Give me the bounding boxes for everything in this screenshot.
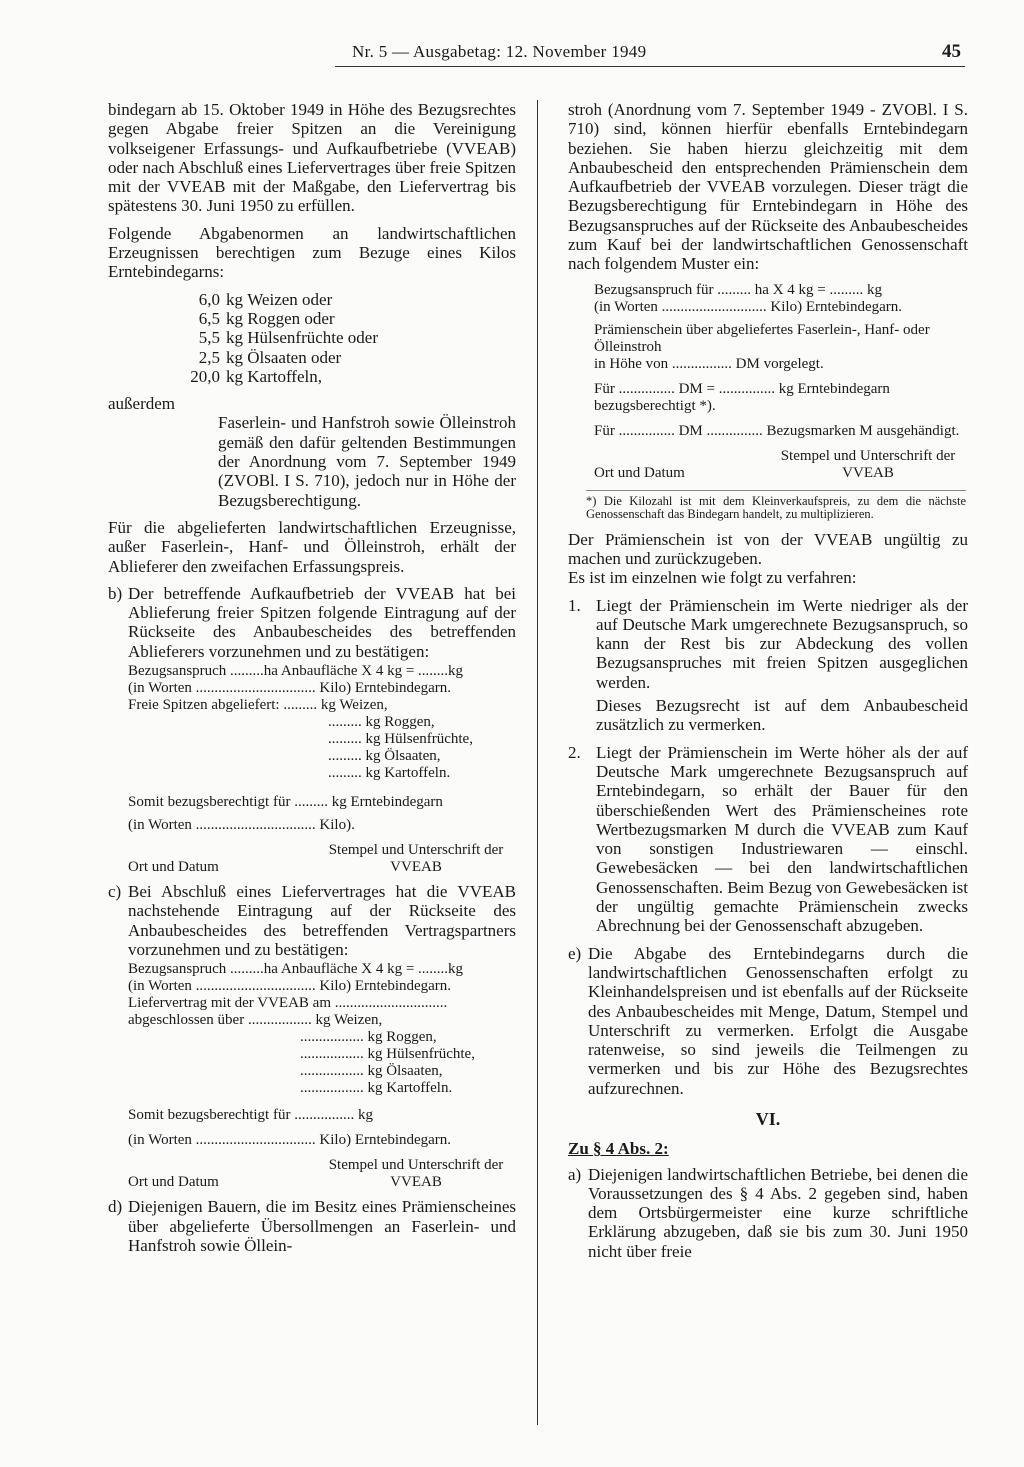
item-2 bbox=[568, 743, 968, 936]
subsection-heading: Zu § 4 Abs. 2: bbox=[568, 1139, 669, 1159]
faser-paragraph: Faserlein- und Hanfstroh sowie Ölleinstroh gemäß den dafür geltenden Bestimmungen der Anordnung vom 7. September 1949 (ZVOBl. I S. 710), jedoch nur in Höhe der Bezugsberechtigung. bbox=[218, 413, 516, 510]
item-label: c) bbox=[108, 882, 122, 902]
item-e-text: Die Abgabe des Erntebindegarns durch die landwirtschaftlichen Genossenschaften erfolgt zu Kleinhandelspreisen und ist ebenfalls auf der Rückseite des Anbaubescheides mit Menge, Datum, Stempel und Unterschrift zu vermerken. Erfolgt die Ausgabe ratenweise, so sind jeweils die Teilmengen zu vermerken und bis zur Höhe des Bezugsrechtes aufzurechnen. bbox=[588, 943, 968, 1098]
item-label: b) bbox=[108, 583, 123, 603]
form-b: Bezugsanspruch .........ha Anbaufläche X 4 kg = ........kg (in Worten ................................ Kilo) Erntebindegarn. Freie Spitzen abgeliefert: ......... kg Weizen, ......... kg Roggen, ......... kg Hülsenfrüchte, ......... kg Ölsaaten, ......... kg Kartoffeln. Somit bezugsberechtigt für ......... kg Erntebindegarn (in Worten ................................ Kilo). Ort und Datum Stempel und Unterschrift der VVEAB bbox=[128, 663, 516, 876]
form-c: Bezugsanspruch .........ha Anbaufläche X 4 kg = ........kg (in Worten ................................ Kilo) Erntebindegarn. Liefervertrag mit der VVEAB am .............................. abgeschlossen über ................. kg Weizen, ................. kg Roggen, ................. kg Hülsenfrüchte, ................. kg Ölsaaten, ................. kg Kartoffeln. Somit bezugsberechtigt für ................ kg (in Worten ................................ Kilo) Erntebindegarn. Ort und Datum Stempel und Unterschrift der VVEAB bbox=[128, 961, 516, 1191]
left-column bbox=[108, 100, 516, 1255]
norm-row: 6,5 kg Roggen oder bbox=[198, 308, 335, 328]
item-b-text: Der betreffende Aufkaufbetrieb der VVEAB hat bei Ablieferung freier Spitzen folgende Eintragung auf der Rückseite des Anbaubescheides des betreffenden Ablieferers vorzunehmen und zu bestätigen: bbox=[128, 583, 516, 661]
form-praemien-signature: Ort und Datum Stempel und Unterschrift der VVEAB bbox=[594, 447, 956, 481]
item-label: a) bbox=[568, 1164, 582, 1184]
item-a bbox=[568, 1165, 968, 1261]
form-c-signature: Ort und Datum Stempel und Unterschrift der VVEAB bbox=[128, 1157, 504, 1191]
item-label: 1. bbox=[568, 595, 581, 615]
item-d-text: Diejenigen Bauern, die im Besitz eines Prämienscheines über abgelieferte Übersollmengen an Faserlein- und Hanfstroh sowie Öllein- bbox=[128, 1197, 516, 1255]
page-number: 45 bbox=[942, 41, 961, 62]
right-paragraph-1: stroh (Anordnung vom 7. September 1949 - ZVOBl. I S. 710) sind, können hierfür ebenfalls Erntebindegarn beziehen. Sie haben hierzu gleichzeitig mit dem Anbaubescheid den entsprechenden Prämienschein dem Aufkaufbetrieb der VVEAB vorzulegen. Dieser trägt die Bezugsberechtigung für Erntebindegarn in Höhe des Bezugsanspruches auf der Rückseite des Anbaubescheides zum Kauf bei der landwirtschaftlichen Genossenschaft nach folgendem Muster ein: bbox=[568, 100, 968, 274]
norm-row: 20,0 kg Kartoffeln, bbox=[190, 366, 322, 386]
item-a-text: Diejenigen landwirtschaftlichen Betriebe, bei denen die Voraussetzungen des § 4 Abs. 2 gegeben sind, haben dem Ortsbürgermeister eine kurze schriftliche Erklärung abzugeben, daß sie bis zum 30. Juni 1950 nicht über freie bbox=[588, 1164, 968, 1261]
norm-row: 6,0 kg Weizen oder bbox=[198, 289, 333, 309]
right-paragraph-2: Der Prämienschein ist von der VVEAB ungültig zu machen und zurückzugeben. bbox=[568, 529, 968, 568]
footnote: *) Die Kilozahl ist mit dem Kleinverkaufspreis, zu dem die nächste Genossenschaft das Bindegarn handelt, zu multiplizieren. bbox=[586, 490, 966, 522]
norm-row: 5,5 kg Hülsenfrüchte oder bbox=[198, 328, 379, 348]
section-heading: VI. bbox=[755, 1108, 781, 1129]
item-1-text-2: Dieses Bezugsrecht ist auf dem Anbaubescheid zusätzlich zu vermerken. bbox=[596, 696, 968, 735]
item-2-text: Liegt der Prämienschein im Werte höher als der auf Deutsche Mark umgerechnete Bezugsanspruch auf Erntebindegarn, so erhält der Bauer für den überschießenden Wert des Prämienscheines rote Wertbezugsmarken M durch die VVEAB zum Kauf von sonstigen Industriewaren — einschl. Gewebesäcken — bei den landwirtschaftlichen Genossenschaften. Beim Bezug von Gewebesäcken ist der ungültig gemachte Prämienschein zwecks Abrechnung bei der Genossenschaft abzugeben. bbox=[596, 742, 968, 936]
left-paragraph-1: bindegarn ab 15. Oktober 1949 in Höhe des Bezugsrechtes gegen Abgabe freier Spitzen an die Vereinigung volkseigener Erfassungs- und Aufkaufbetriebe (VVEAB) oder nach Abschluß eines Liefervertrages über freie Spitzen mit der VVEAB mit der Maßgabe, den Liefervertrag bis spätestens 30. Juni 1950 zu erfüllen. bbox=[108, 100, 516, 216]
header-rule bbox=[335, 66, 965, 67]
norm-row: 2,5 kg Ölsaaten oder bbox=[198, 347, 342, 367]
right-paragraph-3: Es ist im einzelnen wie folgt zu verfahren: bbox=[568, 568, 857, 588]
ausserdem-label: außerdem bbox=[108, 394, 176, 414]
right-column bbox=[568, 100, 968, 1261]
left-paragraph-2: Folgende Abgabenormen an landwirtschaftlichen Erzeugnissen berechtigen zum Bezuge eines Kilos Erntebindegarns: bbox=[108, 223, 516, 282]
form-b-signature: Ort und Datum Stempel und Unterschrift der VVEAB bbox=[128, 842, 504, 876]
item-label: d) bbox=[108, 1197, 123, 1217]
item-e bbox=[568, 944, 968, 1098]
left-paragraph-3: Für die abgelieferten landwirtschaftlichen Erzeugnisse, außer Faserlein-, Hanf- und Ölleinstroh, erhält der Ablieferer den zweifachen Erfassungspreis. bbox=[108, 517, 516, 576]
form-praemien: Bezugsanspruch für ......... ha X 4 kg = ......... kg (in Worten ............................ Kilo) Erntebindegarn. Prämienschein über abgeliefertes Faserlein-, Hanf- oder Ölleinstroh in Höhe von ................ DM vorgelegt. Für ............... DM = ............... kg Erntebindegarn bezugsberechtigt *). Für ............... DM ............... Bezugsmarken M ausgehändigt. Ort und Datum Stempel und Unterschrift der VVEAB bbox=[594, 282, 968, 482]
item-1-text: Liegt der Prämienschein im Werte niedriger als der auf Deutsche Mark umgerechnete Bezugsanspruch, so kann der Rest bis zur Abdeckung des vollen Bezugsanspruches mit freien Spitzen ausgeglichen werden. bbox=[596, 595, 968, 692]
issue-header: Nr. 5 — Ausgabetag: 12. November 1949 bbox=[352, 42, 647, 61]
norms-list bbox=[148, 290, 516, 386]
item-c bbox=[108, 882, 516, 1197]
item-1 bbox=[568, 596, 968, 743]
item-label: e) bbox=[568, 943, 582, 963]
item-c-text: Bei Abschluß eines Liefervertrages hat die VVEAB nachstehende Eintragung auf der Rückseite des Anbaubescheides des betreffenden Vertragspartners vorzunehmen und zu bestätigen: bbox=[128, 882, 516, 959]
item-label: 2. bbox=[568, 742, 581, 762]
item-b bbox=[108, 584, 516, 882]
page-header bbox=[0, 40, 1024, 70]
item-d bbox=[108, 1197, 516, 1255]
column-divider bbox=[537, 100, 538, 1425]
